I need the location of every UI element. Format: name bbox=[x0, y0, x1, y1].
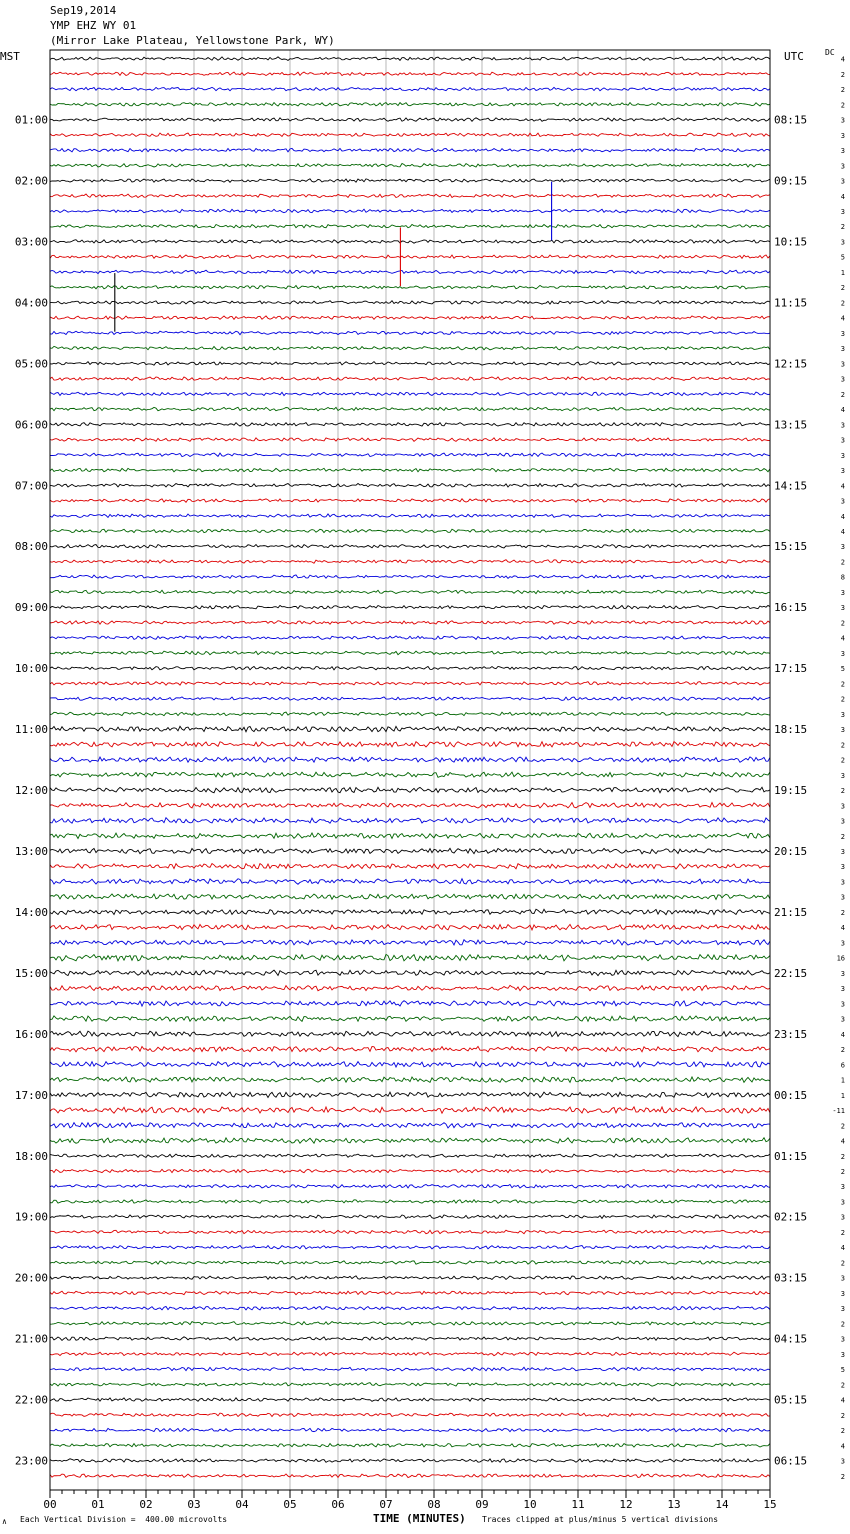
dc-offset-label: 3 bbox=[840, 1305, 845, 1314]
utc-hour-label: 13:15 bbox=[774, 418, 808, 432]
dc-offset-label: 3 bbox=[840, 848, 845, 856]
utc-hour-label: 17:15 bbox=[774, 662, 808, 676]
dc-offset-label: 3 bbox=[840, 985, 845, 994]
trace-line bbox=[50, 316, 770, 320]
trace-line bbox=[50, 438, 770, 442]
trace-line bbox=[50, 529, 770, 532]
dc-offset-label: 3 bbox=[840, 1457, 845, 1466]
trace-line bbox=[50, 1398, 770, 1402]
dc-label: DC bbox=[825, 48, 835, 57]
utc-hour-label: 19:15 bbox=[774, 784, 808, 798]
trace-line bbox=[50, 499, 770, 503]
utc-hour-label: 08:15 bbox=[774, 113, 808, 127]
trace-line bbox=[50, 285, 770, 289]
dc-offset-label: 4 bbox=[840, 512, 845, 521]
dc-offset-label: 3 bbox=[840, 162, 845, 171]
dc-offset-label: 3 bbox=[840, 375, 845, 384]
trace-line bbox=[50, 1306, 770, 1310]
trace-line bbox=[50, 224, 770, 227]
trace-line bbox=[50, 879, 770, 885]
dc-offset-label: 3 bbox=[840, 421, 845, 430]
dc-offset-label: 4 bbox=[840, 528, 845, 536]
trace-line bbox=[50, 1413, 770, 1416]
trace-line bbox=[50, 1245, 770, 1249]
dc-offset-label: 4 bbox=[840, 1137, 845, 1146]
dc-offset-label: 3 bbox=[840, 878, 845, 887]
dc-offset-label: 3 bbox=[840, 147, 845, 156]
trace-line bbox=[50, 742, 770, 747]
trace-line bbox=[50, 392, 770, 396]
dc-offset-label: 1 bbox=[840, 1076, 845, 1085]
trace-line bbox=[50, 194, 770, 198]
hour-labels bbox=[15, 114, 807, 1468]
utc-hour-label: 20:15 bbox=[774, 845, 808, 858]
trace-line bbox=[50, 514, 770, 518]
trace-line bbox=[50, 864, 770, 869]
trace-line bbox=[50, 483, 770, 487]
mst-hour-label: 23:00 bbox=[14, 1454, 48, 1468]
mst-hour-label: 06:00 bbox=[14, 418, 48, 432]
x-tick-label: 11 bbox=[571, 1498, 585, 1511]
trace-line bbox=[50, 148, 770, 151]
trace-line bbox=[50, 423, 770, 427]
dc-offset-label: 3 bbox=[840, 726, 845, 735]
trace-line bbox=[50, 1123, 770, 1128]
x-tick-label: 14 bbox=[715, 1498, 729, 1511]
dc-offset-label: 3 bbox=[840, 1350, 845, 1359]
x-tick-label: 00 bbox=[43, 1498, 57, 1511]
x-tick-label: 04 bbox=[235, 1498, 249, 1511]
dc-offset-label: 3 bbox=[840, 863, 845, 872]
dc-offset-label: 3 bbox=[840, 649, 845, 658]
dc-offset-label: 4 bbox=[840, 924, 845, 933]
trace-line bbox=[50, 818, 770, 823]
trace-line bbox=[50, 1474, 770, 1478]
trace-line bbox=[50, 1184, 770, 1188]
trace-line bbox=[50, 103, 770, 107]
dc-offset-label: 2 bbox=[840, 1472, 845, 1481]
trace-line bbox=[50, 1261, 770, 1265]
trace-line bbox=[50, 1200, 770, 1203]
dc-offset-label: 2 bbox=[840, 695, 845, 704]
seismic-traces bbox=[50, 57, 770, 1478]
utc-hour-label: 22:15 bbox=[774, 966, 808, 980]
x-tick-label: 02 bbox=[139, 1498, 153, 1511]
dc-offset-label: 3 bbox=[840, 451, 845, 460]
mst-hour-label: 20:00 bbox=[14, 1271, 48, 1285]
trace-line bbox=[50, 346, 770, 350]
dc-offset-label: 4 bbox=[840, 482, 845, 491]
utc-hour-label: 11:15 bbox=[774, 296, 808, 310]
dc-offset-label: 3 bbox=[840, 116, 845, 125]
trace-line bbox=[50, 1154, 770, 1157]
dc-offset-label: 3 bbox=[840, 1000, 845, 1009]
trace-line bbox=[50, 787, 770, 792]
dc-offset-label: 5 bbox=[840, 253, 845, 262]
utc-hour-label: 09:15 bbox=[774, 174, 808, 188]
dc-offset-label: 1 bbox=[840, 268, 845, 277]
dc-offset-label: 2 bbox=[840, 1122, 845, 1131]
utc-label: UTC bbox=[784, 50, 804, 63]
dc-offset-label: 2 bbox=[840, 1411, 845, 1420]
dc-offset-label: 3 bbox=[840, 238, 845, 247]
mst-hour-label: 08:00 bbox=[14, 540, 48, 554]
trace-line bbox=[50, 848, 770, 853]
dc-offset-label: 2 bbox=[840, 756, 845, 765]
mst-hour-label: 03:00 bbox=[14, 235, 48, 249]
dc-offset-label: 3 bbox=[840, 1183, 845, 1192]
dc-offset-label: 4 bbox=[840, 406, 845, 415]
dc-offset-label: 3 bbox=[840, 497, 845, 506]
trace-line bbox=[50, 133, 770, 137]
utc-hour-label: 14:15 bbox=[774, 479, 808, 493]
dc-offset-label: 3 bbox=[840, 802, 845, 811]
dc-offset-label: 4 bbox=[840, 1244, 845, 1253]
trace-line bbox=[50, 255, 770, 259]
trace-line bbox=[50, 1169, 770, 1173]
trace-line bbox=[50, 240, 770, 244]
trace-line bbox=[50, 301, 770, 305]
dc-offset-label: 2 bbox=[840, 1168, 845, 1176]
utc-hour-label: 02:15 bbox=[774, 1210, 808, 1224]
dc-offset-label: 2 bbox=[840, 1228, 845, 1237]
mst-hour-label: 09:00 bbox=[14, 601, 48, 615]
dc-offset-labels bbox=[832, 56, 845, 1481]
trace-line bbox=[50, 1428, 770, 1431]
trace-line bbox=[50, 164, 770, 168]
dc-offset-label: 4 bbox=[840, 1442, 845, 1451]
mst-hour-label: 19:00 bbox=[14, 1210, 48, 1224]
trace-line bbox=[50, 1337, 770, 1341]
dc-offset-label: 2 bbox=[840, 390, 845, 399]
trace-line bbox=[50, 636, 770, 640]
trace-line bbox=[50, 468, 770, 471]
minute-gridlines bbox=[98, 50, 722, 1490]
trace-line bbox=[50, 726, 770, 731]
trace-line bbox=[50, 1383, 770, 1387]
dc-offset-label: 2 bbox=[840, 1259, 845, 1268]
trace-line bbox=[50, 72, 770, 75]
trace-line bbox=[50, 1138, 770, 1143]
trace-line bbox=[50, 179, 770, 182]
dc-offset-label: 4 bbox=[840, 1030, 845, 1039]
dc-offset-label: 2 bbox=[840, 741, 845, 750]
mst-hour-label: 05:00 bbox=[14, 357, 48, 371]
mst-hour-label: 21:00 bbox=[14, 1332, 48, 1346]
mst-hour-label: 18:00 bbox=[14, 1149, 48, 1163]
utc-hour-label: 10:15 bbox=[774, 235, 808, 249]
dc-offset-label: 3 bbox=[840, 939, 845, 948]
dc-offset-label: 2 bbox=[840, 1152, 845, 1161]
dc-offset-label: 2 bbox=[840, 284, 845, 293]
trace-line bbox=[50, 1352, 770, 1355]
clip-note: Traces clipped at plus/minus 5 vertical divisions bbox=[482, 1515, 719, 1524]
mst-hour-label: 11:00 bbox=[14, 723, 48, 737]
dc-offset-label: 3 bbox=[840, 208, 845, 216]
trace-line bbox=[50, 940, 770, 945]
dc-offset-label: 3 bbox=[840, 436, 845, 445]
dc-offset-label: 3 bbox=[840, 329, 845, 338]
dc-offset-label: 3 bbox=[840, 467, 845, 476]
dc-offset-label: 4 bbox=[840, 1396, 845, 1405]
trace-line bbox=[50, 1062, 770, 1067]
x-axis bbox=[43, 1490, 776, 1511]
vertical-division-note: Each Vertical Division = 400.00 microvolts bbox=[20, 1515, 228, 1524]
dc-offset-label: 3 bbox=[840, 131, 845, 140]
trace-line bbox=[50, 985, 770, 990]
trace-line bbox=[50, 407, 770, 410]
x-tick-label: 09 bbox=[475, 1498, 489, 1511]
trace-line bbox=[50, 1046, 770, 1051]
x-tick-label: 13 bbox=[667, 1498, 681, 1511]
trace-line bbox=[50, 87, 770, 90]
dc-offset-label: 2 bbox=[840, 1427, 845, 1436]
station-location: (Mirror Lake Plateau, Yellowstone Park, WY) bbox=[50, 34, 335, 47]
trace-line bbox=[50, 1001, 770, 1006]
dc-offset-label: 3 bbox=[840, 1198, 845, 1207]
trace-line bbox=[50, 833, 770, 838]
trace-line bbox=[50, 118, 770, 122]
mst-hour-label: 01:00 bbox=[14, 113, 48, 127]
mst-hour-label: 07:00 bbox=[14, 479, 48, 493]
scale-mark: ∧ bbox=[2, 1517, 7, 1526]
dc-offset-label: 16 bbox=[836, 954, 845, 963]
trace-line bbox=[50, 924, 770, 930]
utc-hour-label: 18:15 bbox=[774, 723, 808, 737]
trace-line bbox=[50, 697, 770, 701]
dc-offset-label: 2 bbox=[840, 1320, 845, 1329]
mst-hour-label: 10:00 bbox=[14, 662, 48, 676]
dc-offset-label: 2 bbox=[840, 1046, 845, 1055]
mst-hour-label: 04:00 bbox=[14, 296, 48, 310]
trace-line bbox=[50, 575, 770, 579]
trace-line bbox=[50, 803, 770, 809]
trace-line bbox=[50, 545, 770, 549]
x-tick-label: 15 bbox=[763, 1498, 777, 1511]
mst-hour-label: 16:00 bbox=[14, 1027, 48, 1041]
plot-date: Sep19,2014 bbox=[50, 4, 117, 17]
mst-hour-label: 12:00 bbox=[14, 784, 48, 798]
trace-line bbox=[50, 209, 770, 213]
dc-offset-label: 3 bbox=[840, 1213, 845, 1222]
x-tick-label: 01 bbox=[91, 1498, 105, 1511]
dc-offset-label: 2 bbox=[840, 1381, 845, 1390]
dc-offset-label: 3 bbox=[840, 969, 845, 978]
trace-line bbox=[50, 453, 770, 457]
x-tick-label: 10 bbox=[523, 1498, 537, 1511]
mst-hour-label: 02:00 bbox=[14, 174, 48, 188]
trace-line bbox=[50, 712, 770, 716]
trace-line bbox=[50, 57, 770, 61]
dc-offset-label: 3 bbox=[840, 360, 845, 369]
trace-line bbox=[50, 1276, 770, 1280]
mst-hour-label: 17:00 bbox=[14, 1088, 48, 1102]
dc-offset-label: 4 bbox=[840, 314, 845, 323]
dc-offset-label: 8 bbox=[840, 573, 845, 582]
dc-offset-label: 4 bbox=[840, 634, 845, 643]
trace-line bbox=[50, 331, 770, 335]
dc-offset-label: 3 bbox=[840, 771, 845, 780]
dc-offset-label: 5 bbox=[840, 1366, 845, 1375]
mst-hour-label: 14:00 bbox=[14, 905, 48, 919]
trace-line bbox=[50, 682, 770, 686]
mst-hour-label: 15:00 bbox=[14, 966, 48, 980]
trace-line bbox=[50, 1322, 770, 1326]
trace-line bbox=[50, 1367, 770, 1371]
trace-line bbox=[50, 1230, 770, 1233]
utc-hour-label: 04:15 bbox=[774, 1332, 808, 1346]
dc-offset-label: 5 bbox=[840, 665, 845, 674]
utc-hour-label: 06:15 bbox=[774, 1454, 808, 1468]
trace-line bbox=[50, 1092, 770, 1097]
dc-offset-label: 2 bbox=[840, 299, 845, 308]
trace-line bbox=[50, 666, 770, 669]
x-axis-title: TIME (MINUTES) bbox=[373, 1512, 466, 1525]
trace-line bbox=[50, 757, 770, 762]
utc-hour-label: 23:15 bbox=[774, 1027, 808, 1041]
dc-offset-label: 3 bbox=[840, 1274, 845, 1283]
dc-offset-label: 2 bbox=[840, 908, 845, 917]
x-tick-label: 06 bbox=[331, 1498, 345, 1511]
mst-hour-label: 22:00 bbox=[14, 1393, 48, 1407]
trace-line bbox=[50, 377, 770, 381]
dc-offset-label: 2 bbox=[840, 680, 845, 689]
trace-line bbox=[50, 560, 770, 564]
dc-offset-label: 2 bbox=[840, 787, 845, 796]
utc-hour-label: 00:15 bbox=[774, 1088, 808, 1102]
trace-line bbox=[50, 1016, 770, 1022]
trace-line bbox=[50, 1215, 770, 1219]
utc-hour-label: 03:15 bbox=[774, 1271, 808, 1285]
dc-offset-label: 4 bbox=[840, 192, 845, 201]
trace-line bbox=[50, 894, 770, 899]
x-tick-label: 05 bbox=[283, 1498, 297, 1511]
plot-frame bbox=[50, 50, 770, 1490]
x-tick-label: 08 bbox=[427, 1498, 441, 1511]
dc-offset-label: 2 bbox=[840, 86, 845, 95]
x-tick-label: 03 bbox=[187, 1498, 201, 1511]
dc-offset-label: 4 bbox=[840, 55, 845, 64]
trace-line bbox=[50, 270, 770, 274]
dc-offset-label: 3 bbox=[840, 588, 845, 597]
dc-offset-label: 3 bbox=[840, 1015, 845, 1024]
trace-line bbox=[50, 605, 770, 608]
trace-line bbox=[50, 772, 770, 777]
dc-offset-label: 3 bbox=[840, 177, 845, 186]
trace-line bbox=[50, 621, 770, 625]
x-tick-label: 07 bbox=[379, 1498, 393, 1511]
dc-offset-label: 2 bbox=[840, 101, 845, 110]
dc-offset-label: 6 bbox=[840, 1061, 845, 1070]
dc-offset-label: 3 bbox=[840, 710, 845, 719]
trace-line bbox=[50, 590, 770, 594]
dc-offset-label: 3 bbox=[840, 817, 845, 826]
dc-offset-label: 3 bbox=[840, 1289, 845, 1298]
dc-offset-label: 2 bbox=[840, 223, 845, 232]
trace-line bbox=[50, 1459, 770, 1462]
dc-offset-label: 3 bbox=[840, 1335, 845, 1344]
utc-hour-label: 15:15 bbox=[774, 540, 808, 554]
dc-offset-label: 3 bbox=[840, 604, 845, 613]
dc-offset-label: 2 bbox=[840, 619, 845, 628]
dc-offset-label: 1 bbox=[840, 1091, 845, 1100]
utc-hour-label: 21:15 bbox=[774, 905, 808, 919]
station-code: YMP EHZ WY 01 bbox=[50, 19, 137, 32]
trace-line bbox=[50, 1031, 770, 1036]
trace-line bbox=[50, 1443, 770, 1447]
dc-offset-label: 3 bbox=[840, 893, 845, 902]
dc-offset-label: 3 bbox=[840, 345, 845, 354]
dc-offset-label: 2 bbox=[840, 832, 845, 841]
trace-line bbox=[50, 362, 770, 366]
trace-line bbox=[50, 970, 770, 975]
dc-offset-label: 2 bbox=[840, 70, 845, 79]
trace-line bbox=[50, 954, 770, 960]
dc-offset-label: 2 bbox=[840, 558, 845, 567]
utc-hour-label: 16:15 bbox=[774, 601, 808, 615]
trace-line bbox=[50, 651, 770, 655]
utc-hour-label: 05:15 bbox=[774, 1393, 808, 1407]
dc-offset-label: -11 bbox=[832, 1107, 845, 1116]
utc-hour-label: 01:15 bbox=[774, 1149, 808, 1163]
trace-line bbox=[50, 1077, 770, 1082]
trace-line bbox=[50, 909, 770, 914]
mst-hour-label: 13:00 bbox=[14, 845, 48, 858]
x-tick-label: 12 bbox=[619, 1498, 633, 1511]
dc-offset-label: 3 bbox=[840, 543, 845, 552]
trace-line bbox=[50, 1291, 770, 1295]
trace-line bbox=[50, 1107, 770, 1113]
mst-label: MST bbox=[0, 50, 20, 63]
utc-hour-label: 12:15 bbox=[774, 357, 808, 371]
